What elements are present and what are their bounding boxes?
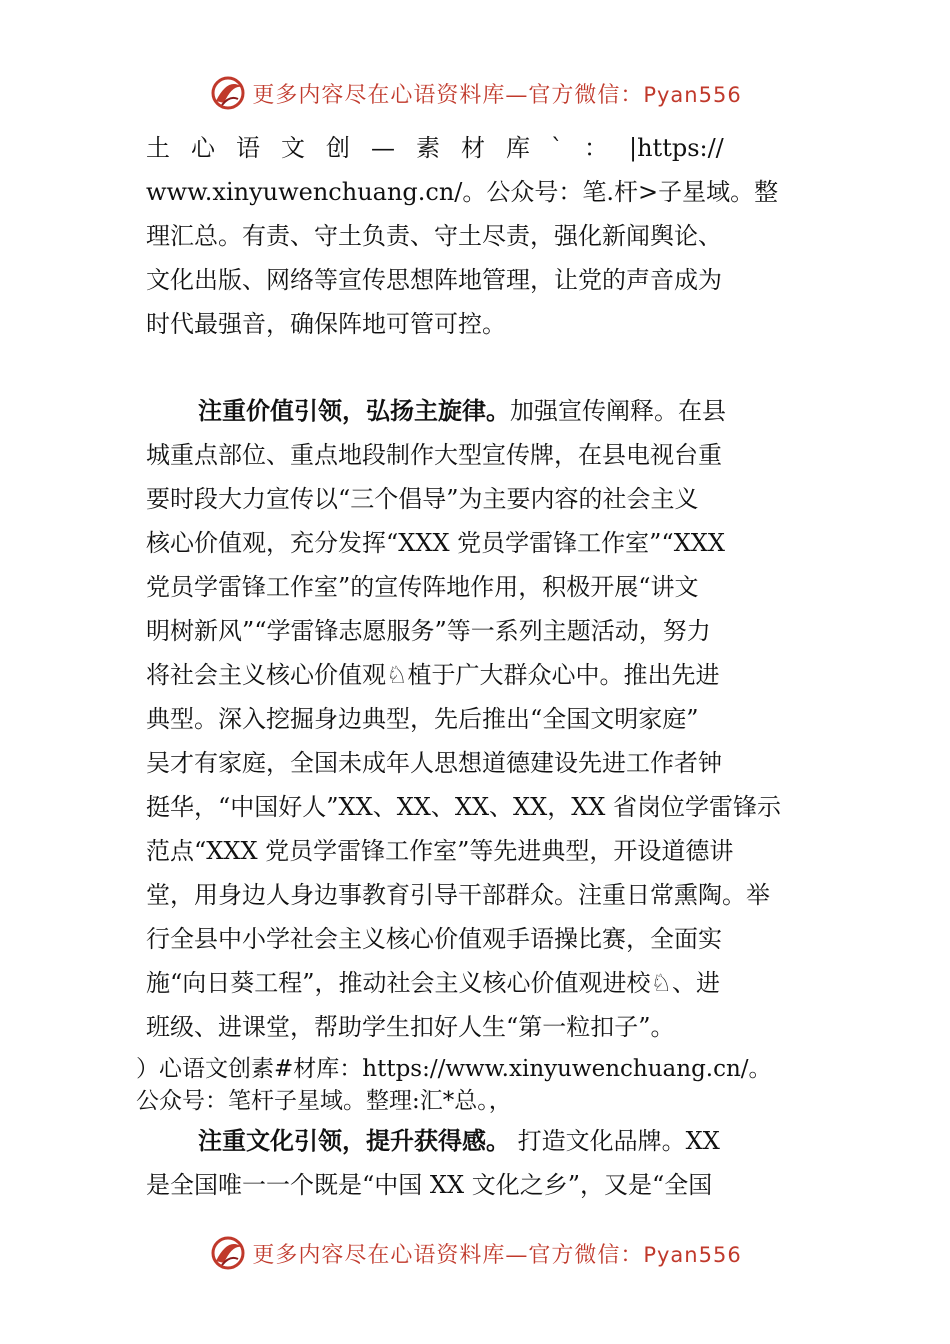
para3-heading: 注重文化引领，提升获得感。: [198, 1127, 510, 1155]
para2-line: 核心价值观，充分发挥“XXX 党员学雷锋工作室”“XXX: [146, 529, 725, 557]
logo-icon: [208, 73, 248, 113]
para2-line: 吴才有家庭，全国未成年人思想道德建设先进工作者钟: [146, 749, 722, 777]
header-watermark-banner: [0, 68, 950, 118]
para2-line: 党员学雷锋工作室”的宣传阵地作用，积极开展“讲文: [146, 573, 699, 601]
para2-line: 班级、进课堂，帮助学生扣好人生“第一粒扣子”。: [146, 1013, 675, 1041]
document-body: [136, 126, 818, 1207]
para2-line: 行全县中小学社会主义核心价值观手语操比赛，全面实: [146, 925, 722, 953]
para1-line2: www.xinyuwenchuang.cn/。公众号：笔.杆>子星域。整: [146, 178, 779, 206]
para3-line1-rest: 打造文化品牌。XX: [510, 1127, 720, 1155]
para2-line: 明树新风”“学雷锋志愿服务”等一系列主题活动，努力: [146, 617, 711, 645]
para1-line5: 时代最强音，确保阵地可管可控。: [146, 310, 506, 338]
para1-line1: 土心语文创—素材库`：: [146, 134, 629, 162]
paragraph-2: [146, 389, 818, 1049]
source-note-line1: ）心语文创素#材库：https://www.xinyuwenchuang.cn/。: [136, 1056, 772, 1082]
para2-line1-rest: 加强宣传阐释。在县: [510, 397, 726, 425]
paragraph-1: [146, 126, 818, 346]
para2-line: 要时段大力宣传以“三个倡导”为主要内容的社会主义: [146, 485, 699, 513]
footer-watermark-banner: [0, 1228, 950, 1278]
para1-line1-url: |https://: [629, 134, 724, 162]
banner-text: 更多内容尽在心语资料库—官方微信：Pyan556: [252, 82, 742, 108]
logo-icon: [208, 1233, 248, 1273]
source-note-line2: 公众号：笔杆子星域。整理:汇*总。，: [136, 1088, 512, 1114]
para2-line: 典型。深入挖掘身边典型，先后推出“全国文明家庭”: [146, 705, 699, 733]
para2-line: 将社会主义核心价值观♘植于广大群众心中。推出先进: [146, 661, 720, 689]
para2-line: 挺华，“中国好人”XX、XX、XX、XX，XX 省岗位学雷锋示: [146, 793, 782, 821]
banner-text: 更多内容尽在心语资料库—官方微信：Pyan556: [252, 1242, 742, 1268]
para2-line: 范点“XXX 党员学雷锋工作室”等先进典型，开设道德讲: [146, 837, 734, 865]
para1-line3: 理汇总。有责、守土负责、守土尽责，强化新闻舆论、: [146, 222, 722, 250]
para1-line4: 文化出版、网络等宣传思想阵地管理，让党的声音成为: [146, 266, 722, 294]
source-note: [136, 1053, 818, 1117]
para2-line: 施“向日葵工程”，推动社会主义核心价值观进校♘、进: [146, 969, 721, 997]
para2-line: 堂，用身边人身边事教育引导干部群众。注重日常熏陶。举: [146, 881, 770, 909]
para3-line2: 是全国唯一一个既是“中国 XX 文化之乡”，又是“全国: [146, 1171, 713, 1199]
para2-heading: 注重价值引领，弘扬主旋律。: [198, 397, 510, 425]
para2-line: 城重点部位、重点地段制作大型宣传牌，在县电视台重: [146, 441, 722, 469]
paragraph-3: [146, 1119, 818, 1207]
